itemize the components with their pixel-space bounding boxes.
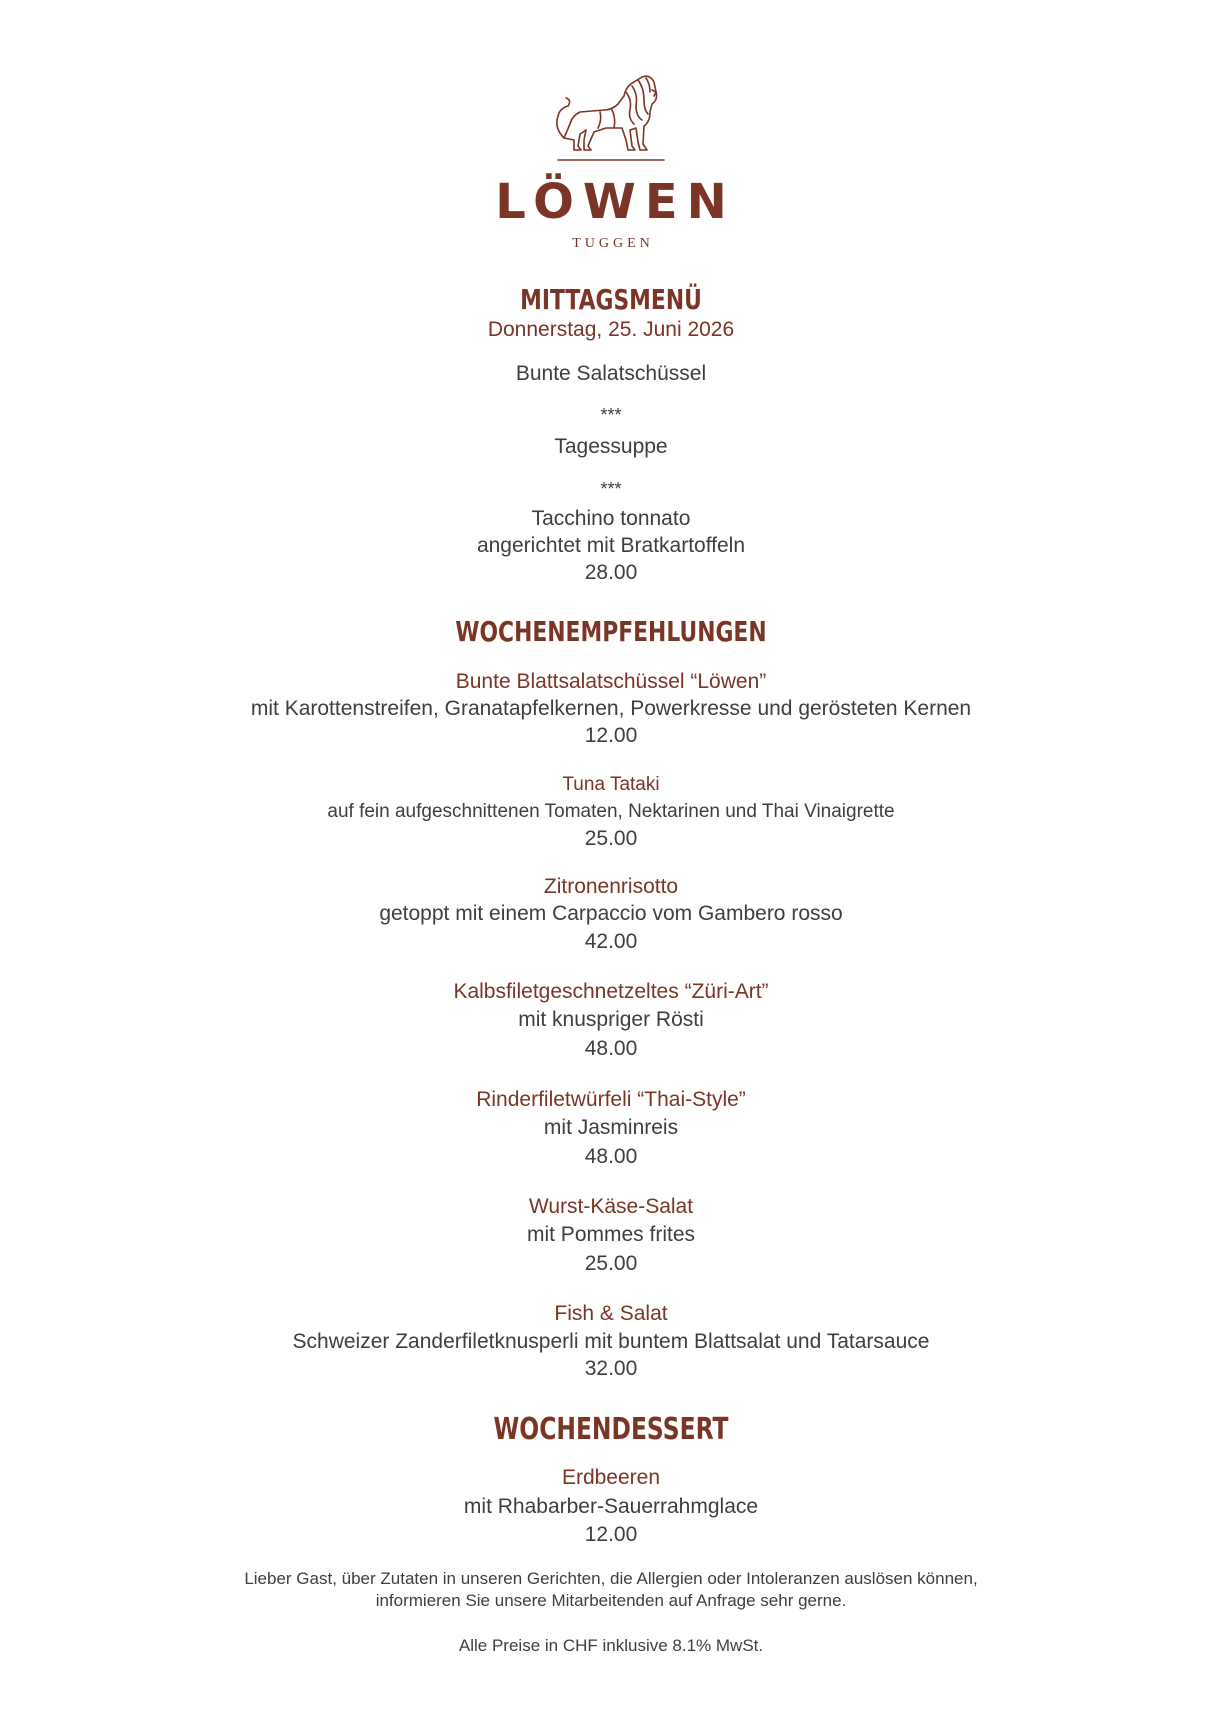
allergy-note: Lieber Gast, über Zutaten in unseren Gerichten, die Allergien oder Intoleranzen auslösen können, (244, 1569, 978, 1588)
dessert-title: WOCHENDESSERT (493, 1412, 729, 1447)
dish-name: Tuna Tataki (562, 774, 660, 795)
dish-name: Bunte Blattsalatschüssel “Löwen” (455, 670, 767, 693)
dish-description: Schweizer Zanderfiletknusperli mit buntem Blattsalat und Tatarsauce (292, 1330, 930, 1353)
dish-name: Rinderfiletwürfeli “Thai-Style” (476, 1088, 746, 1111)
restaurant-logo (0, 70, 1222, 254)
dish-price: 12.00 (584, 724, 638, 747)
dessert-name: Erdbeeren (561, 1466, 661, 1489)
dish-description: mit Karottenstreifen, Granatapfelkernen, Powerkresse und gerösteten Kernen (250, 697, 972, 720)
dish-price: 25.00 (584, 827, 638, 850)
lion-icon (546, 70, 676, 166)
dish-name: Fish & Salat (554, 1302, 668, 1325)
weekly-title: WOCHENEMPFEHLUNGEN (455, 615, 767, 648)
dish-description: mit Jasminreis (543, 1116, 679, 1139)
dish-name: Wurst-Käse-Salat (528, 1195, 694, 1218)
course-separator: *** (600, 405, 622, 425)
course-separator: *** (600, 479, 622, 499)
dish-price: 48.00 (584, 1037, 638, 1060)
allergy-note: informieren Sie unsere Mitarbeitenden auf Anfrage sehr gerne. (375, 1591, 847, 1610)
dish-price: 32.00 (584, 1357, 638, 1380)
dish-name: Zitronenrisotto (543, 875, 679, 898)
dish-name: Kalbsfiletgeschnetzeltes “Züri-Art” (453, 980, 769, 1003)
dish-description: getoppt mit einem Carpaccio vom Gambero rosso (379, 902, 843, 925)
dish-price: 42.00 (584, 930, 638, 953)
lunch-soup: Tagessuppe (554, 435, 668, 458)
lunch-starter: Bunte Salatschüssel (515, 362, 707, 385)
lunch-title: MITTAGSMENÜ (520, 283, 702, 316)
lunch-price: 28.00 (584, 561, 638, 584)
brand-name: LÖWEN (495, 174, 736, 230)
prices-note: Alle Preise in CHF inklusive 8.1% MwSt. (458, 1636, 764, 1655)
dish-description: mit knuspriger Rösti (518, 1008, 704, 1031)
dish-price: 25.00 (584, 1252, 638, 1275)
lunch-date: Donnerstag, 25. Juni 2026 (487, 318, 735, 341)
dessert-price: 12.00 (584, 1523, 638, 1546)
dish-description: mit Pommes frites (526, 1223, 696, 1246)
dish-price: 48.00 (584, 1145, 638, 1168)
dessert-description: mit Rhabarber-Sauerrahmglace (463, 1495, 759, 1518)
dish-description: auf fein aufgeschnittenen Tomaten, Nektarinen und Thai Vinaigrette (327, 801, 895, 822)
lunch-main-side: angerichtet mit Bratkartoffeln (476, 534, 746, 557)
lunch-main: Tacchino tonnato (531, 507, 691, 530)
brand-location: TUGGEN (572, 236, 654, 251)
